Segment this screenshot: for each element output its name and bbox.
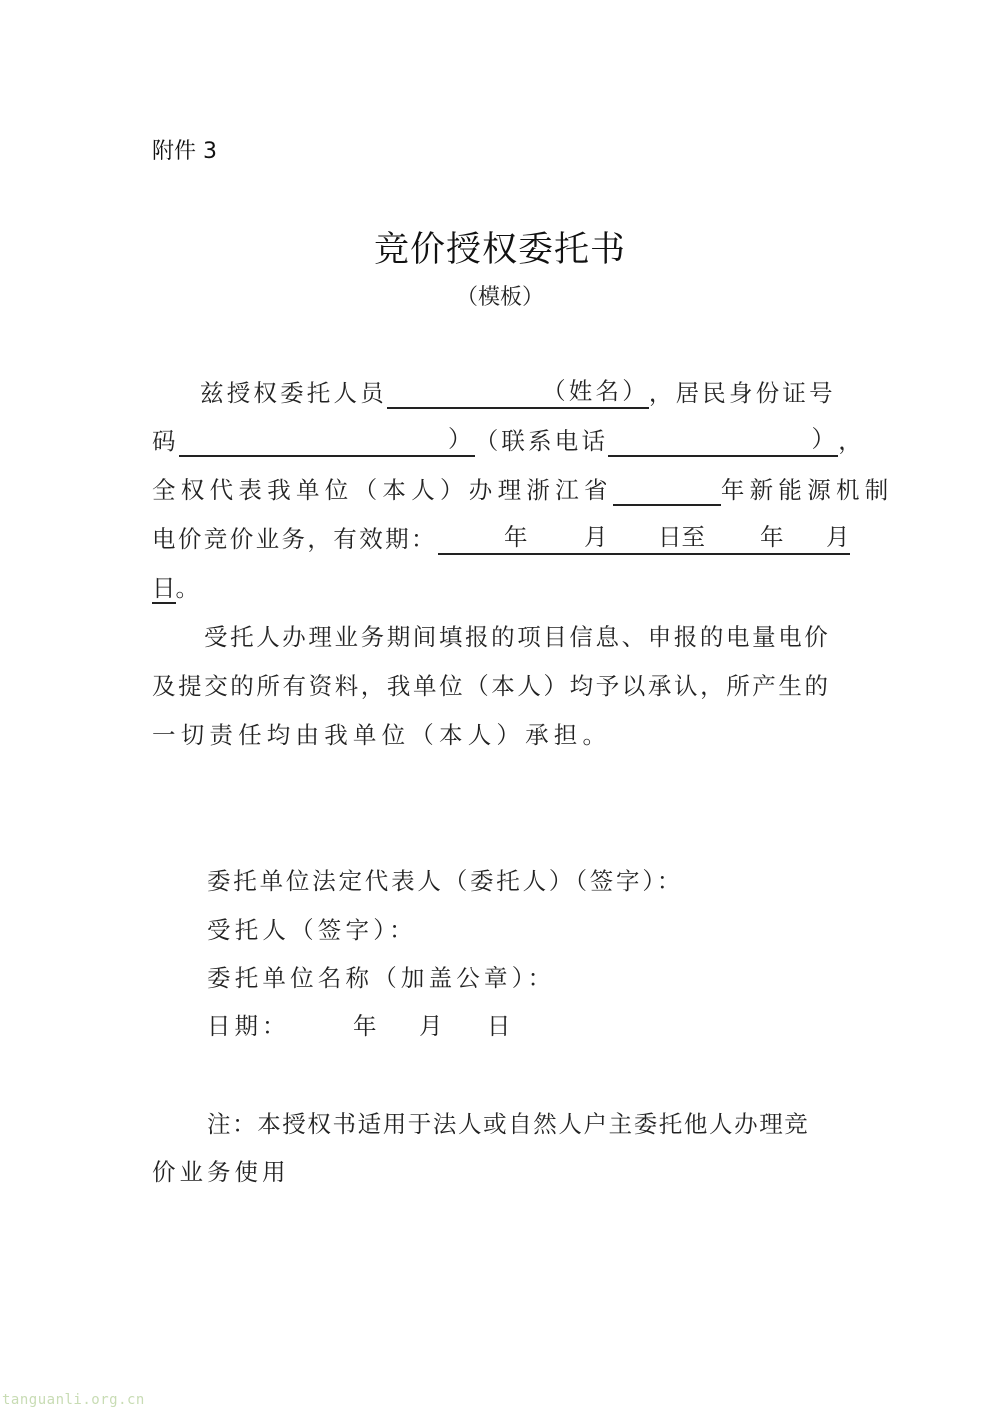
phone-blank[interactable] [608, 427, 838, 457]
note-line2: 价业务使用 [152, 1158, 290, 1186]
end-month: 月 [826, 523, 850, 551]
date-day: 日 [487, 1012, 515, 1040]
date-label: 日期： [207, 1012, 290, 1040]
start-month: 月 [584, 523, 608, 551]
document-subtitle: （模板） [455, 285, 544, 310]
phone-blank-close: ） [811, 425, 839, 453]
signature-trustee: 受托人（签字）： [207, 916, 417, 944]
paragraph2-line3 [152, 719, 850, 751]
p1-line5-suffix: 。 [175, 574, 199, 602]
end-year: 年 [760, 523, 784, 551]
watermark: tanguanli.org.cn [2, 1392, 145, 1408]
date-month: 月 [419, 1012, 447, 1040]
p2-line1-text: 受托人办理业务期间填报的项目信息、申报的电量电价 [204, 623, 831, 651]
paragraph1-line5 [152, 572, 850, 604]
p1-line3-prefix: 全权代表我单位（本人）办理浙江省 [152, 476, 613, 504]
paragraph1-line3 [152, 474, 894, 506]
note-line1: 注：本授权书适用于法人或自然人户主委托他人办理竞 [207, 1110, 810, 1138]
p1-line4-prefix: 电价竞价业务，有效期： [152, 525, 437, 553]
p1-line1-suffix: ，居民身份证号 [648, 379, 836, 407]
start-day-to: 日至 [658, 523, 705, 551]
document-title: 竞价授权委托书 [373, 230, 626, 270]
signature-legal-rep: 委托单位法定代表人（委托人）（签字）： [207, 867, 684, 895]
signature-unit-name: 委托单位名称（加盖公章）： [207, 964, 556, 992]
p1-line2-middle: （联系电话 [474, 427, 609, 455]
paragraph1-line2 [152, 425, 865, 457]
signature-date [207, 1010, 527, 1042]
id-blank-close: ） [448, 425, 475, 453]
validity-period-blank[interactable] [438, 523, 850, 555]
year-blank[interactable] [613, 476, 721, 506]
p1-line2-suffix: ， [838, 427, 865, 455]
paragraph2-line2 [152, 670, 850, 702]
p1-line1-prefix: 兹授权委托人员 [200, 379, 387, 407]
p1-line2-prefix: 码 [152, 427, 179, 455]
p1-line3-suffix: 年新能源机制 [720, 476, 894, 504]
paragraph1-line4 [152, 523, 850, 555]
paragraph2-line1 [152, 621, 850, 653]
id-number-blank[interactable] [179, 427, 475, 457]
end-day-blank[interactable] [152, 572, 176, 604]
p2-line3-text: 一切责任均由我单位（本人）承担。 [152, 721, 612, 749]
end-day: 日 [152, 574, 176, 602]
name-blank-label: （姓名） [542, 377, 649, 405]
name-blank[interactable] [387, 379, 649, 409]
attachment-label: 附件 3 [152, 139, 217, 164]
start-year: 年 [504, 523, 528, 551]
p2-line2-text: 及提交的所有资料，我单位（本人）均予以承认，所产生的 [152, 672, 831, 700]
paragraph1-line1 [152, 377, 850, 409]
date-year: 年 [353, 1012, 381, 1040]
